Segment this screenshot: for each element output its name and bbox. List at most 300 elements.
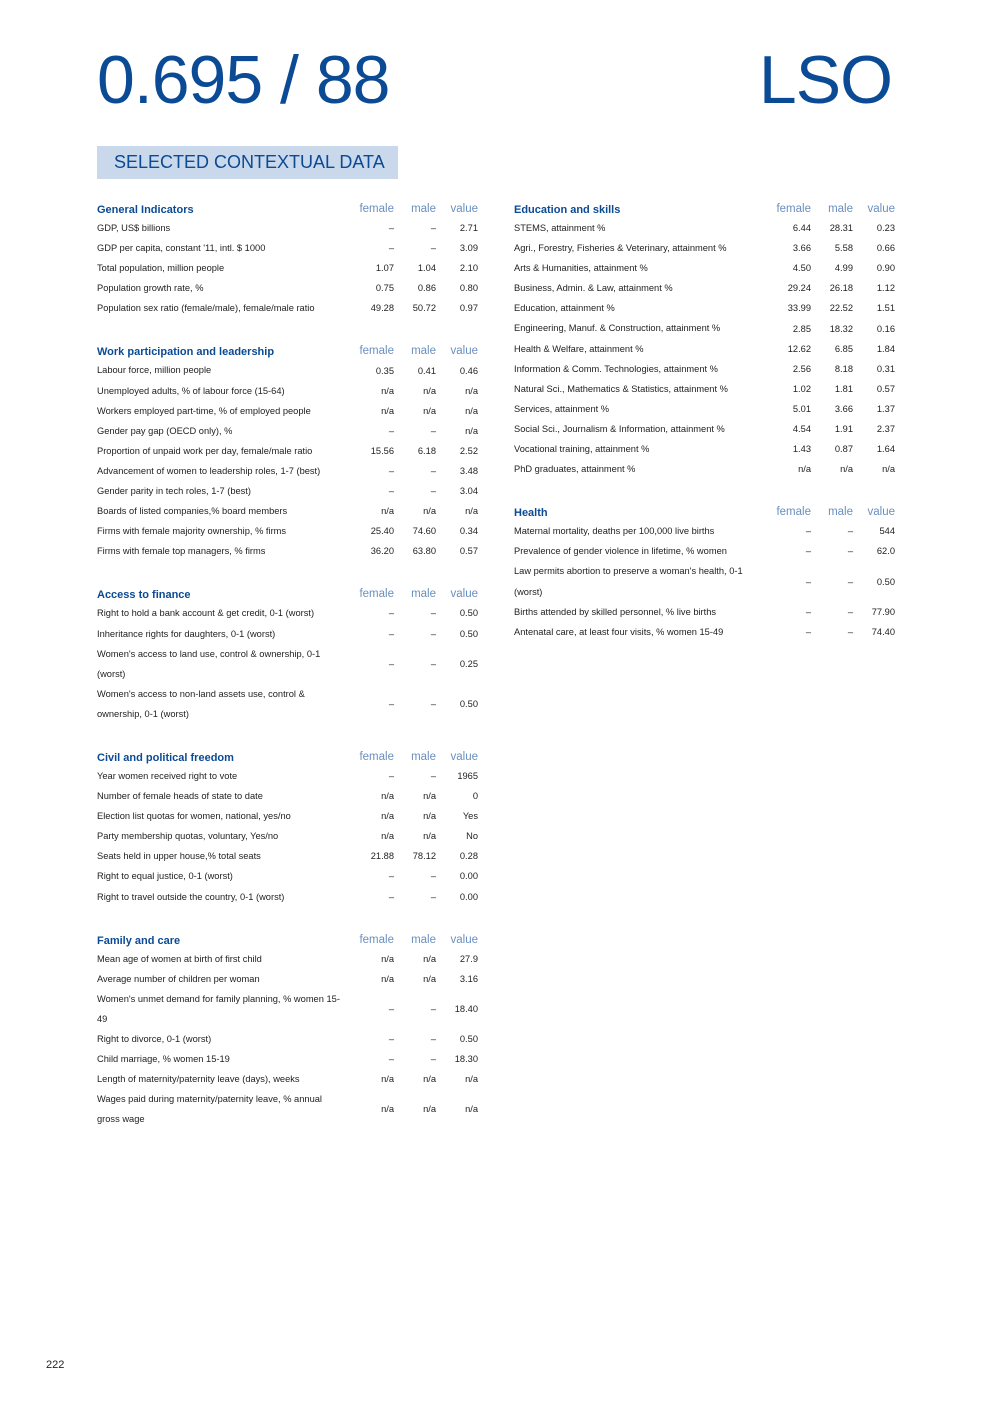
value-cell: 18.30 bbox=[454, 1054, 478, 1065]
table-row bbox=[97, 806, 478, 826]
table-row bbox=[97, 644, 478, 684]
row-label: Right to hold a bank account & get credit, 0-1 (worst) bbox=[97, 608, 315, 619]
male-cell: – bbox=[430, 1034, 436, 1045]
female-cell: – bbox=[388, 425, 394, 436]
value-cell: n/a bbox=[465, 385, 478, 396]
male-cell: 6.85 bbox=[834, 343, 853, 354]
column-header-value: value bbox=[450, 345, 478, 358]
value-cell: n/a bbox=[465, 1104, 478, 1115]
row-label: Antenatal care, at least four visits, % women 15-49 bbox=[514, 626, 724, 637]
value-cell: 1.64 bbox=[876, 444, 895, 455]
table-row bbox=[97, 1049, 478, 1069]
table-row bbox=[97, 461, 478, 481]
column-header-value: value bbox=[450, 933, 478, 946]
male-cell: 4.99 bbox=[834, 263, 853, 274]
score-title: 0.695 / 88 bbox=[97, 42, 390, 118]
female-cell: – bbox=[388, 1003, 394, 1014]
female-cell: 2.85 bbox=[792, 323, 811, 334]
row-label: Election list quotas for women, national, yes/no bbox=[97, 811, 291, 822]
section-header bbox=[97, 338, 478, 360]
female-cell: – bbox=[388, 1034, 394, 1045]
section-header bbox=[514, 499, 895, 521]
female-cell: – bbox=[388, 486, 394, 497]
female-cell: n/a bbox=[381, 506, 394, 517]
table-row bbox=[514, 258, 895, 278]
data-section bbox=[514, 499, 895, 642]
female-cell: 6.44 bbox=[792, 223, 811, 234]
male-cell: – bbox=[430, 658, 436, 669]
row-label: Arts & Humanities, attainment % bbox=[514, 263, 648, 274]
male-cell: 1.81 bbox=[834, 383, 853, 394]
data-section bbox=[97, 581, 478, 724]
male-cell: 8.18 bbox=[834, 363, 853, 374]
value-cell: 62.0 bbox=[876, 546, 895, 557]
value-cell: 3.04 bbox=[459, 486, 478, 497]
female-cell: – bbox=[805, 546, 811, 557]
data-section bbox=[514, 196, 895, 479]
row-label: Advancement of women to leadership roles, 1-7 (best) bbox=[97, 465, 321, 476]
female-cell: – bbox=[805, 626, 811, 637]
table-row bbox=[97, 441, 478, 461]
male-cell: – bbox=[430, 223, 436, 234]
column-header-female: female bbox=[359, 750, 394, 763]
female-cell: 1.02 bbox=[792, 383, 811, 394]
right-column bbox=[514, 196, 895, 662]
value-cell: Yes bbox=[462, 811, 478, 822]
table-row bbox=[97, 238, 478, 258]
row-label: Gender parity in tech roles, 1-7 (best) bbox=[97, 486, 251, 497]
male-cell: n/a bbox=[423, 405, 436, 416]
column-header-male: male bbox=[411, 933, 436, 946]
female-cell: 4.54 bbox=[792, 423, 811, 434]
table-row bbox=[97, 481, 478, 501]
female-cell: – bbox=[805, 526, 811, 537]
table-row bbox=[97, 521, 478, 541]
table-row bbox=[514, 459, 895, 479]
value-cell: 0.50 bbox=[876, 576, 895, 587]
male-cell: – bbox=[847, 546, 853, 557]
table-row bbox=[514, 379, 895, 399]
row-label: GDP per capita, constant '11, intl. $ 1000 bbox=[97, 243, 266, 254]
row-label: Education, attainment % bbox=[514, 303, 615, 314]
row-label: Population sex ratio (female/male), female/male ratio bbox=[97, 303, 315, 314]
row-label: Child marriage, % women 15-19 bbox=[97, 1054, 230, 1065]
male-cell: n/a bbox=[423, 973, 436, 984]
table-row bbox=[514, 399, 895, 419]
table-row bbox=[97, 949, 478, 969]
section-title: Access to finance bbox=[97, 589, 191, 602]
row-label: Number of female heads of state to date bbox=[97, 791, 263, 802]
data-section bbox=[97, 744, 478, 907]
country-code: LSO bbox=[758, 42, 892, 118]
male-cell: 22.52 bbox=[829, 303, 853, 314]
table-row bbox=[97, 969, 478, 989]
male-cell: 78.12 bbox=[412, 851, 436, 862]
female-cell: – bbox=[388, 1054, 394, 1065]
male-cell: – bbox=[430, 1054, 436, 1065]
male-cell: 1.91 bbox=[834, 423, 853, 434]
column-header-female: female bbox=[359, 933, 394, 946]
data-section bbox=[97, 338, 478, 561]
row-label: Party membership quotas, voluntary, Yes/no bbox=[97, 831, 279, 842]
table-row bbox=[97, 1089, 478, 1129]
female-cell: – bbox=[388, 628, 394, 639]
row-label: Right to travel outside the country, 0-1 (worst) bbox=[97, 891, 285, 902]
row-label: Length of maternity/paternity leave (days), weeks bbox=[97, 1074, 300, 1085]
female-cell: n/a bbox=[381, 791, 394, 802]
column-header-female: female bbox=[359, 588, 394, 601]
female-cell: 2.56 bbox=[792, 363, 811, 374]
table-row bbox=[97, 421, 478, 441]
female-cell: 0.75 bbox=[375, 283, 394, 294]
value-cell: 18.40 bbox=[454, 1003, 478, 1014]
row-label: Population growth rate, % bbox=[97, 283, 204, 294]
table-row bbox=[97, 786, 478, 806]
value-cell: 0.57 bbox=[876, 383, 895, 394]
row-label: Women's access to non-land assets use, control & ownership, 0-1 (worst) bbox=[97, 688, 305, 719]
row-label: Average number of children per woman bbox=[97, 973, 260, 984]
row-label: PhD graduates, attainment % bbox=[514, 464, 636, 475]
row-label: Vocational training, attainment % bbox=[514, 444, 650, 455]
section-title: Civil and political freedom bbox=[97, 751, 234, 764]
value-cell: 0.25 bbox=[459, 658, 478, 669]
value-cell: 3.16 bbox=[459, 973, 478, 984]
female-cell: 1.07 bbox=[375, 263, 394, 274]
female-cell: 15.56 bbox=[370, 445, 394, 456]
table-row bbox=[514, 419, 895, 439]
female-cell: – bbox=[388, 608, 394, 619]
table-row bbox=[514, 602, 895, 622]
female-cell: 0.35 bbox=[375, 365, 394, 376]
column-header-male: male bbox=[411, 588, 436, 601]
row-label: Natural Sci., Mathematics & Statistics, attainment % bbox=[514, 383, 728, 394]
row-label: Health & Welfare, attainment % bbox=[514, 343, 644, 354]
section-banner: SELECTED CONTEXTUAL DATA bbox=[97, 146, 398, 179]
row-label: Wages paid during maternity/paternity leave, % annual gross wage bbox=[97, 1094, 322, 1125]
female-cell: n/a bbox=[381, 1074, 394, 1085]
table-row bbox=[97, 866, 478, 886]
table-row bbox=[97, 684, 478, 724]
male-cell: – bbox=[430, 425, 436, 436]
value-cell: 0 bbox=[472, 791, 478, 802]
column-header-male: male bbox=[411, 750, 436, 763]
row-label: Social Sci., Journalism & Information, attainment % bbox=[514, 423, 725, 434]
male-cell: – bbox=[430, 628, 436, 639]
row-label: Boards of listed companies,% board members bbox=[97, 506, 288, 517]
table-row bbox=[97, 603, 478, 623]
female-cell: – bbox=[388, 891, 394, 902]
male-cell: 6.18 bbox=[417, 445, 436, 456]
row-label: STEMS, attainment % bbox=[514, 223, 606, 233]
row-label: Engineering, Manuf. & Construction, attainment % bbox=[514, 323, 721, 334]
value-cell: No bbox=[466, 831, 478, 842]
left-column bbox=[97, 196, 478, 1149]
female-cell: 21.88 bbox=[370, 851, 394, 862]
female-cell: – bbox=[388, 223, 394, 234]
female-cell: – bbox=[388, 871, 394, 882]
value-cell: 0.50 bbox=[459, 608, 478, 619]
female-cell: – bbox=[805, 576, 811, 587]
value-cell: 0.16 bbox=[876, 323, 895, 334]
female-cell: 1.43 bbox=[792, 444, 811, 455]
value-cell: 74.40 bbox=[871, 626, 895, 637]
table-row bbox=[514, 561, 895, 601]
value-cell: 0.90 bbox=[876, 263, 895, 274]
section-header bbox=[514, 196, 895, 218]
table-row bbox=[97, 1029, 478, 1049]
female-cell: n/a bbox=[381, 405, 394, 416]
male-cell: n/a bbox=[423, 831, 436, 842]
table-row bbox=[97, 401, 478, 421]
column-header-female: female bbox=[359, 345, 394, 358]
table-row bbox=[97, 1069, 478, 1089]
value-cell: 1.37 bbox=[876, 403, 895, 414]
table-row bbox=[97, 258, 478, 278]
male-cell: 18.32 bbox=[829, 323, 853, 334]
value-cell: 0.23 bbox=[876, 223, 895, 234]
table-row bbox=[514, 278, 895, 298]
value-cell: 1.12 bbox=[876, 283, 895, 294]
value-cell: 1.51 bbox=[876, 303, 895, 314]
table-row bbox=[97, 826, 478, 846]
value-cell: 0.50 bbox=[459, 698, 478, 709]
female-cell: 33.99 bbox=[787, 303, 811, 314]
value-cell: 0.50 bbox=[459, 1034, 478, 1045]
table-row bbox=[514, 521, 895, 541]
value-cell: 0.28 bbox=[459, 851, 478, 862]
row-label: Total population, million people bbox=[97, 263, 225, 274]
male-cell: 63.80 bbox=[412, 546, 436, 557]
male-cell: n/a bbox=[423, 811, 436, 822]
column-header-male: male bbox=[828, 203, 853, 215]
male-cell: – bbox=[430, 243, 436, 254]
row-label: Workers employed part-time, % of employed people bbox=[97, 405, 311, 416]
male-cell: n/a bbox=[423, 385, 436, 396]
male-cell: – bbox=[430, 698, 436, 709]
female-cell: n/a bbox=[798, 464, 811, 475]
female-cell: 29.24 bbox=[787, 283, 811, 294]
female-cell: – bbox=[388, 698, 394, 709]
male-cell: – bbox=[430, 465, 436, 476]
male-cell: 1.04 bbox=[417, 263, 436, 274]
section-title: General Indicators bbox=[97, 204, 194, 216]
row-label: Seats held in upper house,% total seats bbox=[97, 851, 261, 862]
table-row bbox=[97, 541, 478, 561]
male-cell: 0.41 bbox=[417, 365, 436, 376]
male-cell: – bbox=[430, 608, 436, 619]
column-header-male: male bbox=[828, 506, 853, 519]
male-cell: 28.31 bbox=[829, 223, 853, 234]
table-row bbox=[514, 238, 895, 258]
row-label: Business, Admin. & Law, attainment % bbox=[514, 283, 673, 294]
column-header-female: female bbox=[359, 203, 394, 215]
column-header-male: male bbox=[411, 203, 436, 215]
value-cell: 0.97 bbox=[459, 303, 478, 314]
value-cell: n/a bbox=[465, 405, 478, 416]
male-cell: – bbox=[430, 891, 436, 902]
data-section bbox=[97, 196, 478, 318]
section-header bbox=[97, 927, 478, 949]
table-row bbox=[97, 989, 478, 1029]
value-cell: 2.52 bbox=[459, 445, 478, 456]
page-number: 222 bbox=[46, 1359, 65, 1371]
row-label: Births attended by skilled personnel, % live births bbox=[514, 606, 717, 617]
column-header-female: female bbox=[776, 506, 811, 519]
table-row bbox=[514, 622, 895, 642]
female-cell: n/a bbox=[381, 973, 394, 984]
row-label: Mean age of women at birth of first child bbox=[97, 953, 262, 964]
female-cell: – bbox=[805, 606, 811, 617]
male-cell: 3.66 bbox=[834, 403, 853, 414]
row-label: Firms with female majority ownership, % firms bbox=[97, 526, 287, 537]
value-cell: n/a bbox=[465, 506, 478, 517]
column-header-value: value bbox=[450, 588, 478, 601]
male-cell: – bbox=[430, 771, 436, 782]
male-cell: 0.87 bbox=[834, 444, 853, 455]
female-cell: 12.62 bbox=[787, 343, 811, 354]
table-row bbox=[97, 360, 478, 380]
male-cell: 74.60 bbox=[412, 526, 436, 537]
male-cell: – bbox=[430, 1003, 436, 1014]
row-label: GDP, US$ billions bbox=[97, 223, 171, 233]
column-header-value: value bbox=[450, 203, 478, 215]
row-label: Right to divorce, 0-1 (worst) bbox=[97, 1034, 212, 1044]
value-cell: n/a bbox=[465, 425, 478, 436]
table-row bbox=[97, 298, 478, 318]
row-label: Firms with female top managers, % firms bbox=[97, 546, 266, 557]
female-cell: – bbox=[388, 243, 394, 254]
male-cell: – bbox=[847, 626, 853, 637]
table-row bbox=[97, 846, 478, 866]
female-cell: n/a bbox=[381, 811, 394, 822]
column-header-value: value bbox=[867, 203, 895, 215]
female-cell: 4.50 bbox=[792, 263, 811, 274]
value-cell: 27.9 bbox=[459, 953, 478, 964]
row-label: Inheritance rights for daughters, 0-1 (worst) bbox=[97, 628, 276, 639]
value-cell: n/a bbox=[882, 464, 895, 475]
male-cell: 50.72 bbox=[412, 303, 436, 314]
table-row bbox=[514, 439, 895, 459]
male-cell: n/a bbox=[423, 953, 436, 964]
row-label: Women's access to land use, control & ownership, 0-1 (worst) bbox=[97, 648, 321, 679]
row-label: Agri., Forestry, Fisheries & Veterinary, attainment % bbox=[514, 243, 727, 254]
column-header-value: value bbox=[450, 750, 478, 763]
table-row bbox=[514, 318, 895, 338]
row-label: Unemployed adults, % of labour force (15-64) bbox=[97, 385, 285, 396]
section-title: Education and skills bbox=[514, 204, 621, 216]
male-cell: 0.86 bbox=[417, 283, 436, 294]
table-row bbox=[97, 501, 478, 521]
table-row bbox=[514, 541, 895, 561]
value-cell: 2.10 bbox=[459, 263, 478, 274]
table-row bbox=[97, 218, 478, 238]
value-cell: 0.50 bbox=[459, 628, 478, 639]
section-title: Health bbox=[514, 507, 548, 520]
male-cell: 5.58 bbox=[834, 243, 853, 254]
value-cell: 2.71 bbox=[459, 223, 478, 234]
column-header-male: male bbox=[411, 345, 436, 358]
value-cell: n/a bbox=[465, 1074, 478, 1085]
male-cell: n/a bbox=[423, 506, 436, 517]
column-header-value: value bbox=[867, 506, 895, 519]
female-cell: 36.20 bbox=[370, 546, 394, 557]
section-header bbox=[97, 744, 478, 766]
male-cell: n/a bbox=[840, 464, 853, 475]
table-row bbox=[514, 339, 895, 359]
value-cell: 0.00 bbox=[459, 871, 478, 882]
female-cell: n/a bbox=[381, 1104, 394, 1115]
value-cell: 2.37 bbox=[876, 423, 895, 434]
male-cell: – bbox=[430, 486, 436, 497]
value-cell: 0.57 bbox=[459, 546, 478, 557]
male-cell: – bbox=[847, 526, 853, 537]
female-cell: n/a bbox=[381, 385, 394, 396]
value-cell: 1965 bbox=[457, 771, 478, 782]
value-cell: 3.09 bbox=[459, 243, 478, 254]
table-row bbox=[97, 278, 478, 298]
row-label: Women's unmet demand for family planning, % women 15-49 bbox=[97, 993, 340, 1024]
male-cell: – bbox=[847, 606, 853, 617]
value-cell: 544 bbox=[879, 526, 895, 537]
table-row bbox=[514, 218, 895, 238]
male-cell: n/a bbox=[423, 1104, 436, 1115]
female-cell: 49.28 bbox=[370, 303, 394, 314]
value-cell: 0.66 bbox=[876, 243, 895, 254]
male-cell: – bbox=[430, 871, 436, 882]
table-row bbox=[514, 359, 895, 379]
table-row bbox=[97, 887, 478, 907]
row-label: Services, attainment % bbox=[514, 403, 610, 414]
value-cell: 77.90 bbox=[871, 606, 895, 617]
section-header bbox=[97, 581, 478, 603]
value-cell: 1.84 bbox=[876, 343, 895, 354]
male-cell: n/a bbox=[423, 791, 436, 802]
data-section bbox=[97, 927, 478, 1130]
row-label: Prevalence of gender violence in lifetime, % women bbox=[514, 546, 727, 557]
section-header bbox=[97, 196, 478, 218]
male-cell: – bbox=[847, 576, 853, 587]
female-cell: 3.66 bbox=[792, 243, 811, 254]
row-label: Proportion of unpaid work per day, female/male ratio bbox=[97, 445, 313, 456]
female-cell: 25.40 bbox=[370, 526, 394, 537]
table-row bbox=[97, 766, 478, 786]
male-cell: n/a bbox=[423, 1074, 436, 1085]
value-cell: 0.80 bbox=[459, 283, 478, 294]
female-cell: n/a bbox=[381, 953, 394, 964]
table-row bbox=[97, 381, 478, 401]
female-cell: – bbox=[388, 465, 394, 476]
female-cell: n/a bbox=[381, 831, 394, 842]
value-cell: 0.34 bbox=[459, 526, 478, 537]
row-label: Maternal mortality, deaths per 100,000 live births bbox=[514, 526, 715, 537]
female-cell: – bbox=[388, 771, 394, 782]
value-cell: 0.31 bbox=[876, 363, 895, 374]
table-row bbox=[97, 624, 478, 644]
row-label: Year women received right to vote bbox=[97, 770, 238, 781]
value-cell: 3.48 bbox=[459, 465, 478, 476]
table-row bbox=[514, 298, 895, 318]
female-cell: 5.01 bbox=[792, 403, 811, 414]
column-header-female: female bbox=[776, 203, 811, 215]
section-title: Family and care bbox=[97, 934, 181, 947]
row-label: Labour force, million people bbox=[97, 365, 212, 376]
row-label: Right to equal justice, 0-1 (worst) bbox=[97, 871, 233, 882]
row-label: Gender pay gap (OECD only), % bbox=[97, 425, 233, 436]
section-title: Work participation and leadership bbox=[97, 346, 275, 359]
value-cell: 0.00 bbox=[459, 891, 478, 902]
row-label: Law permits abortion to preserve a woman's health, 0-1 (worst) bbox=[514, 566, 743, 597]
female-cell: – bbox=[388, 658, 394, 669]
